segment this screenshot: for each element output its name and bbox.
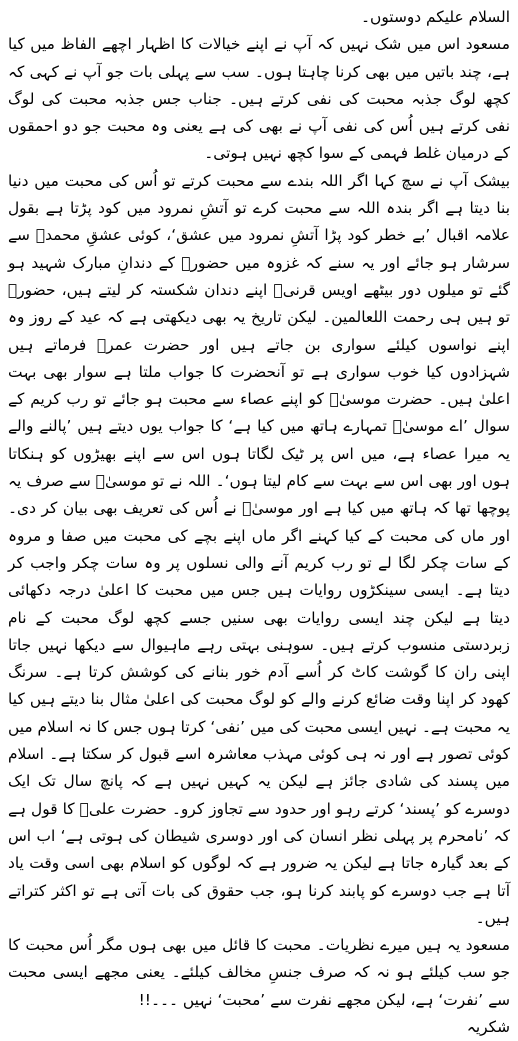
- paragraph-body: بیشک آپ نے سچ کہا اگر اللہ بندے سے محبت کرتے تو اُس کی محبت میں دنیا بنا دیتا ہے اگر بندہ اللہ سے محبت کرے تو آتشِ نمرود میں کود پڑتا ہے بقول علامہ اقبال ’بے خطر کود پڑا آتشِ نمرود میں عشق‘، کوئی عشقِ محمدؐ سے سرشار ہو جائے اور یہ سنے کہ غزوہ میں حضورؐ کے دندانِ مبارک شہید ہو گئے تو میلوں دور بیٹھے اویس قرنیؓ اپنے دندان شکستہ کر لیتے ہیں، حضورؐ تو ہیں ہی رحمت اللعالمین۔ لیکن تاریخ یہ بھی دیکھتی ہے کہ عید کے روز وہ اپنے نواسوں کیلئے سواری بن جاتے ہیں اور حضرت عمرؓ فرماتے ہیں شہزادوں کیا خوب سواری ہے تو آنحضرت کا جواب ملتا ہے سوار بھی بہت اعلیٰ ہیں۔ حضرت موسیٰؑ کو اپنے عصاء سے محبت ہو جائے تو رب کریم کے سوال ’اے موسیٰؑ تمہارے ہاتھ میں کیا ہے‘ کا جواب یوں دیتے ہیں ’پالنے والے یہ میرا عصاء ہے، میں اس پر ٹیک لگاتا ہوں اس سے اپنے بھیڑوں کو ہنکاتا ہوں اور بھی اس سے بہت سے کام لیتا ہوں‘۔ اللہ نے تو موسیٰؑ سے صرف یہ پوچھا تھا کہ ہاتھ میں کیا ہے اور موسیٰؑ نے اُس کی تعریف بھی بیان کر دی۔ اور ماں کی محبت کے کیا کہنے اگر ماں اپنے بچے کی محبت میں صفا و مروہ کے سات چکر لگا لے تو رب کریم آنے والی نسلوں پر وہ سات چکر واجب کر دیتا ہے۔ ایسی سینکڑوں روایات ہیں جس میں محبت کا اعلیٰ درجہ دکھائی دیتا ہے لیکن چند ایسی روایات بھی سنیں جسے کچھ لوگ محبت کے نام زبردستی منسوب کرتے ہیں۔ سوہنی بہتی رہے ماہیوال سے دیکھا نہیں جاتا اپنی ران کا گوشت کاٹ کر اُسے آدم خور بنانے کی کوشش کرتا ہے۔ سرنگ کھود کر اپنا وقت ضائع کرنے والے کو لوگ محبت کی اعلیٰ مثال بنا دیتے ہیں کیا یہ محبت ہے۔ نہیں ایسی محبت کی میں ’نفی‘ کرتا ہوں جس کا نہ اسلام میں کوئی تصور ہے اور نہ ہی کوئی مہذب معاشرہ اسے قبول کر سکتا ہے۔ اسلام میں پسند کی شادی جائز ہے لیکن یہ کہیں نہیں ہے کہ پانچ سال تک ایک دوسرے کو ’پسند‘ کرتے رہو اور حدود سے تجاوز کرو۔ حضرت علیؓ کا قول ہے کہ ’نامحرم پر پہلی نظر انسان کی اور دوسری شیطان کی ہوتی ہے‘ اب اس کے بعد گیارہ جاتا ہے لیکن یہ ضرور ہے کہ لوگوں کو اسلام بھی اسی وقت یاد آتا ہے جب دوسرے کو پابند کرنا ہو، جب حقوق کی بات آتی ہے تو اکثر کتراتے ہیں۔: [8, 171, 510, 927]
- paragraph-conclusion: مسعود یہ ہیں میرے نظریات۔ محبت کا قائل میں بھی ہوں مگر اُس محبت کا جو سب کیلئے ہو نہ کہ صرف جنسِ مخالف کیلئے۔ یعنی مجھے ایسی محبت سے ’نفرت‘ ہے، لیکن مجھے نفرت سے ’محبت‘ نہیں ۔۔۔!!: [8, 936, 510, 1009]
- signoff: شکریہ: [466, 1017, 510, 1036]
- paragraph-intro: مسعود اس میں شک نہیں کہ آپ نے اپنے خیالات کا اظہار اچھے الفاظ میں کیا ہے، چند باتیں میں بھی کرنا چاہتا ہوں۔ سب سے پہلی بات جو آپ نے کہی کہ کچھ لوگ جذبہ محبت کی نفی کرتے ہیں۔ جناب جس جذبہ محبت کی لوگ نفی کرتے ہیں اُس کی نفی آپ نے بھی کی ہے یعنی وہ محبت جو دو احمقوں کے درمیان غلط فہمی کے سوا کچھ نہیں ہوتی۔: [8, 35, 510, 163]
- greeting: السلام علیکم دوستوں۔: [361, 8, 510, 26]
